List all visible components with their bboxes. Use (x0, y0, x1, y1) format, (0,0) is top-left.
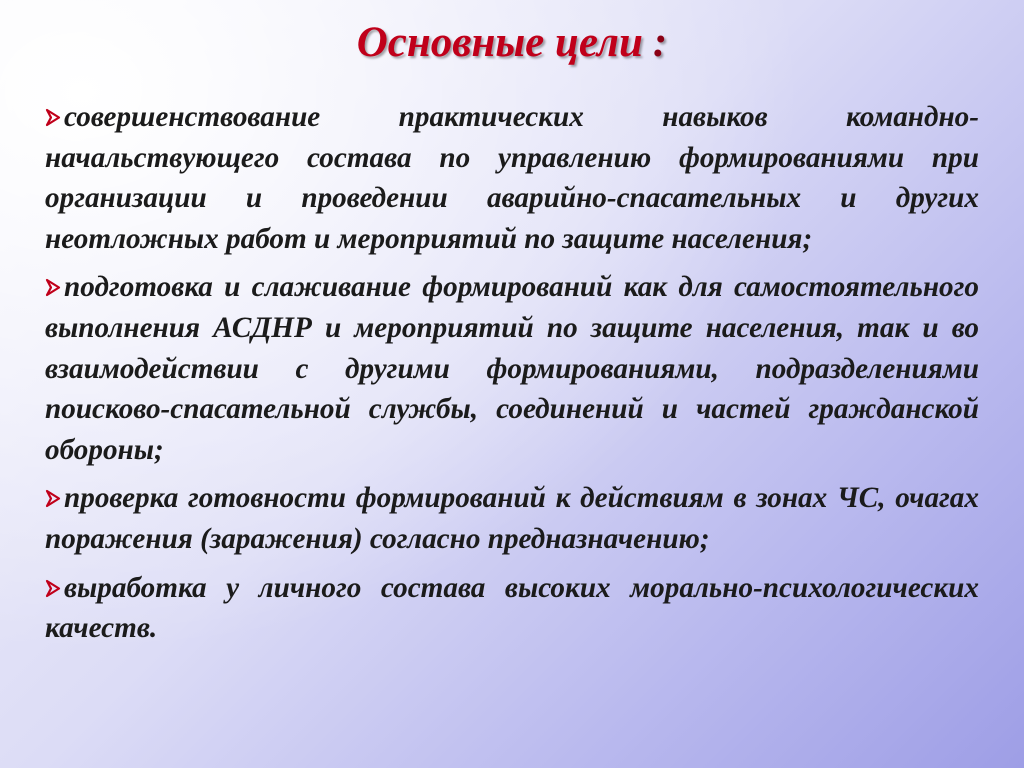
list-item (45, 267, 979, 470)
bullet-text: подготовка и слаживание формирований как для самостоятельного выполнения АСДНР и мероприятий по защите населения, так и во взаимодействии с другими формированиями, подразделениями поисково-спасательной службы, соединений и частей гражданской обороны; (45, 271, 979, 466)
list-item (45, 97, 979, 259)
title-text: Основные цели (356, 19, 643, 66)
bullet-text: выработка у личного состава высоких морально-психологических качеств. (45, 571, 979, 645)
bullet-text: совершенствование практических навыков командно-начальствующего состава по управлению формированиями при организации и проведении аварийно-спасательных и других неотложных работ и мероприятий по защите населения; (45, 101, 979, 255)
arrow-right-icon (45, 489, 62, 508)
arrow-right-icon (45, 579, 62, 598)
bullet-text: проверка готовности формирований к действиям в зонах ЧС, очагах поражения (заражения) согласно предназначению; (45, 482, 979, 555)
arrow-right-icon (45, 278, 62, 297)
slide-title (0, 18, 1024, 67)
arrow-right-icon (45, 108, 62, 127)
list-item (45, 478, 979, 559)
title-colon: : (652, 19, 668, 66)
list-item (45, 568, 979, 649)
goals-list (45, 97, 979, 657)
